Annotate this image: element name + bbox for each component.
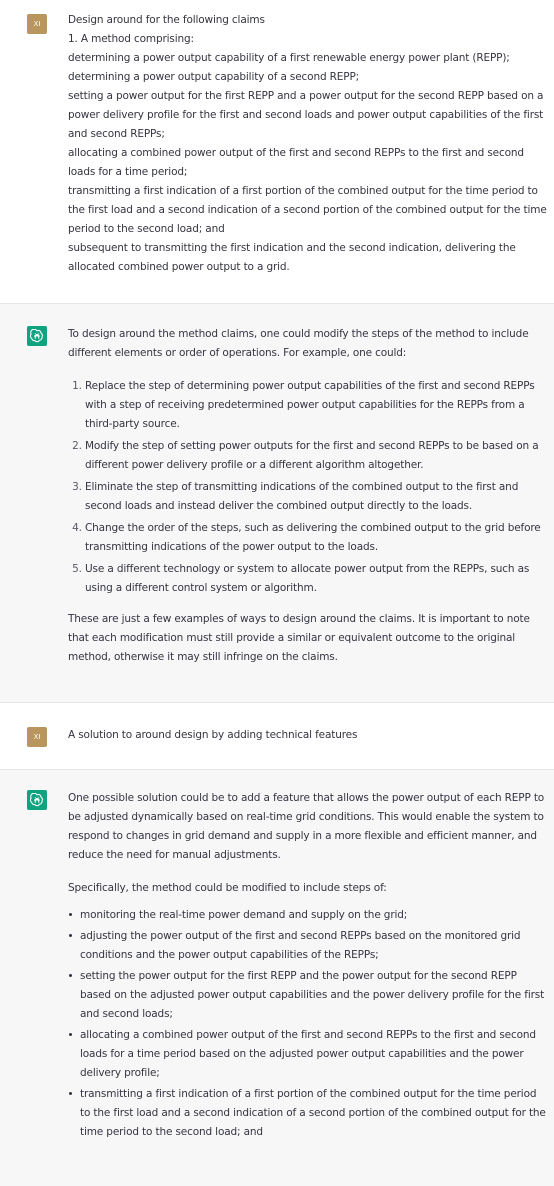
user-avatar-label: XI bbox=[33, 19, 41, 28]
user-message-text: Design around for the following claims 1. A method comprising: determining a power output capability of a first renewable energy power plant (REPP); determining a power output capability of a second REPP; setting a power output for the first REPP and a power output for the second REPP based on a power delivery profile for the first and second loads and power output capabilities of the first and second REPPs; allocating a combined power output of the first and second REPPs to the first and second loads for a time period; transmitting a first indication of a first portion of the combined output for the time period to the first load and a second indication of a second portion of the combined output for the time period to the second load; and subsequent to transmitting the first indication and the second indication, delivering the allocated combined power output to a grid. bbox=[68, 14, 547, 273]
list-item: setting the power output for the first REPP and the power output for the second REPP based on the adjusted power output capabilities and the power delivery profile for the first and second loads; bbox=[68, 967, 548, 1024]
openai-logo-icon bbox=[27, 326, 47, 346]
list-item: 1. Replace the step of determining power output capabilities of the first and second REPPs with a step of receiving predetermined power output capabilities for the REPPs from a third-party source. bbox=[85, 377, 548, 434]
list-item: 3. Eliminate the step of transmitting indications of the combined output to the first and second loads and instead deliver the combined output directly to the loads. bbox=[85, 478, 548, 516]
list-item: transmitting a first indication of a first portion of the combined output for the time period to the first load and a second indication of a second portion of the combined output for the time period to the second load; and bbox=[68, 1085, 548, 1142]
user-avatar-label: XI bbox=[33, 732, 41, 741]
assistant-outro: These are just a few examples of ways to design around the claims. It is important to note that each modification must still provide a similar or equivalent outcome to the original method, otherwise it may still infringe on the claims. bbox=[68, 613, 530, 663]
user-message-1 bbox=[0, 0, 554, 303]
assistant-intro: To design around the method claims, one could modify the steps of the method to include different elements or order of operations. For example, one could: bbox=[68, 328, 529, 359]
assistant-message-2 bbox=[0, 769, 554, 1186]
list-item: 2. Modify the step of setting power outputs for the first and second REPPs to be based on a different power delivery profile or a different algorithm altogether. bbox=[85, 437, 548, 475]
list-item: 4. Change the order of the steps, such as delivering the combined output to the grid before transmitting indications of the power output to the loads. bbox=[85, 519, 548, 557]
openai-logo-icon bbox=[27, 790, 47, 810]
list-item: monitoring the real-time power demand and supply on the grid; bbox=[68, 906, 548, 925]
list-item: adjusting the power output of the first and second REPPs based on the monitored grid conditions and the power output capabilities of the REPPs; bbox=[68, 927, 548, 965]
user-message-text: A solution to around design by adding technical features bbox=[68, 729, 358, 741]
user-message-2 bbox=[0, 703, 554, 769]
assistant-intro-2: Specifically, the method could be modified to include steps of: bbox=[68, 882, 387, 894]
list-item: allocating a combined power output of the first and second REPPs to the first and second loads for a time period based on the adjusted power output capabilities and the power delivery profile; bbox=[68, 1026, 548, 1083]
user-avatar bbox=[27, 727, 47, 747]
user-avatar bbox=[27, 14, 47, 34]
assistant-message-1 bbox=[0, 303, 554, 703]
feature-steps-list bbox=[68, 906, 548, 1142]
assistant-intro: One possible solution could be to add a feature that allows the power output of each REPP to be adjusted dynamically based on real-time grid conditions. This would enable the system to respond to changes in grid demand and supply in a more flexible and efficient manner, and reduce the need for manual adjustments. bbox=[68, 792, 545, 861]
design-around-list bbox=[68, 377, 548, 598]
list-item: 5. Use a different technology or system to allocate power output from the REPPs, such as using a different control system or algorithm. bbox=[85, 560, 548, 598]
